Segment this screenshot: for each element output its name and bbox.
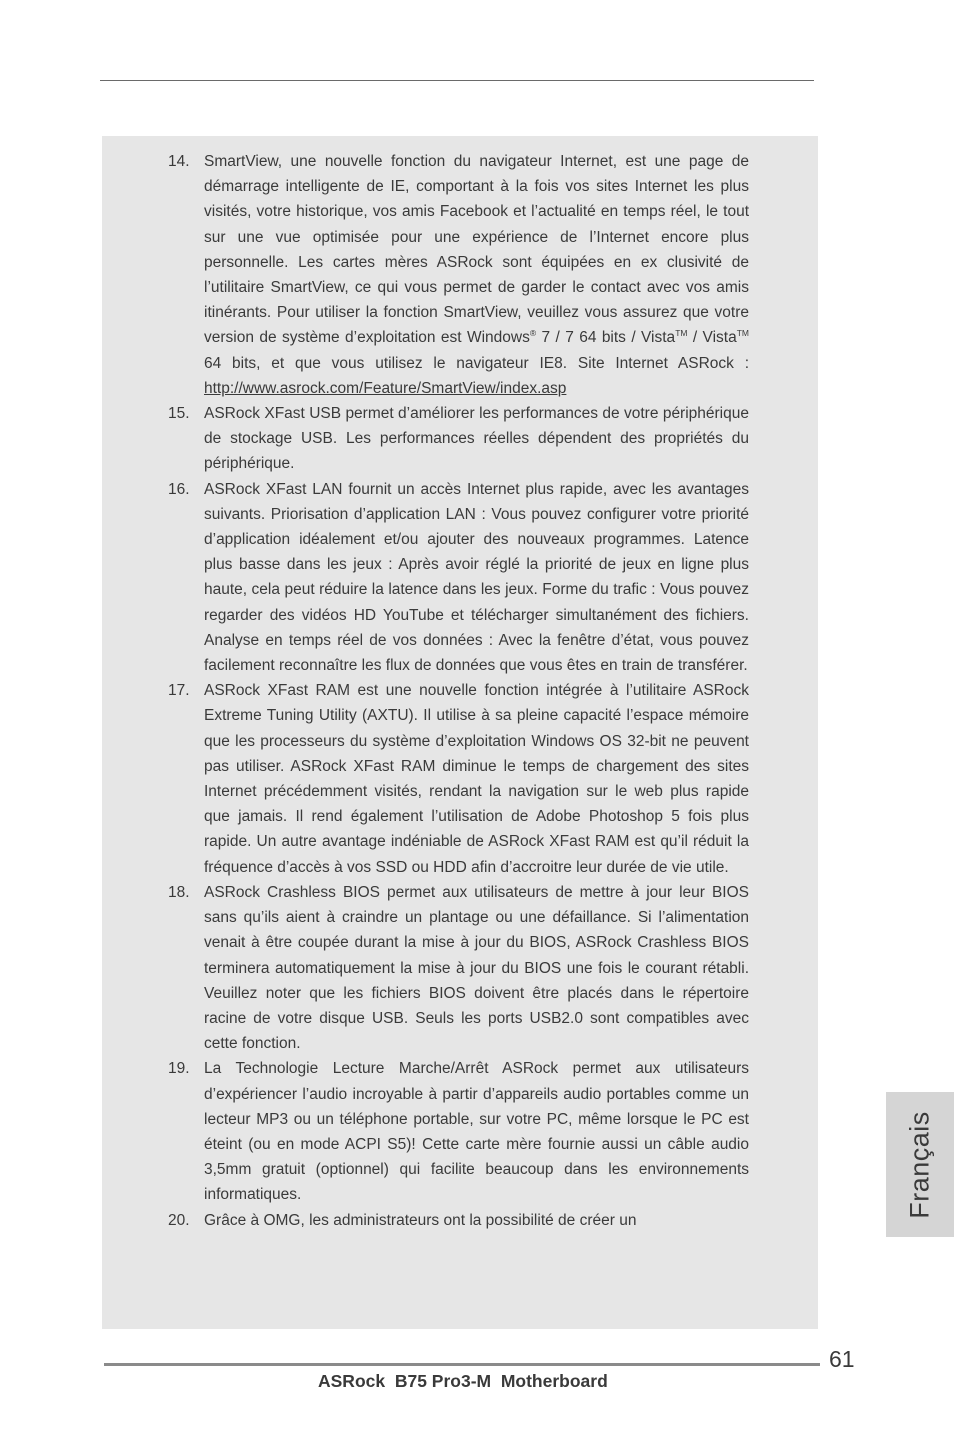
item-number: 14. <box>168 153 190 170</box>
list-item-19 <box>0 1056 749 1207</box>
item-text: ASRock XFast LAN fournit un accès Internet plus rapide, avec les avantages suivants. Priorisation d’application LAN : Vous pouvez configurer votre priorité d’application idéalement et/ou ajouter des nouveaux programmes. Latence plus basse dans les jeux : Après avoir réglé la priorité de jeux en ligne plus haute, cela peut réduire la latence dans les jeux. Forme du trafic : Vous pouvez regarder des vidéos HD YouTube et télécharger simultanément des fichiers. Analyse en temps réel de vos données : Avec la fenêtre d’état, vous pouvez facilement reconnaître les flux de données que vous êtes en train de transférer. <box>204 480 749 675</box>
footer-title: ASRock B75 Pro3-M Motherboard <box>318 1371 608 1391</box>
language-tab <box>886 1092 954 1237</box>
item-text: La Technologie Lecture Marche/Arrêt ASRock permet aux utilisateurs d’expériencer l’audio incroyable à partir d’appareils audio portables comme un lecteur MP3 ou un téléphone portable, sur votre PC, même lorsque le PC est éteint (ou en mode ACPI S5)! Cette carte mère fournie aussi un câble audio 3,5mm gratuit (optionnel) qui facilite beaucoup dans les environnements informatiques. <box>204 1060 749 1204</box>
list-item-15 <box>0 401 749 477</box>
list-item-14 <box>0 149 749 401</box>
language-tab-label: Français <box>904 1110 935 1219</box>
trademark-mark: TM <box>736 328 749 339</box>
list-item-20 <box>0 1208 749 1233</box>
item-number: 17. <box>168 682 190 700</box>
item-number: 18. <box>168 883 190 901</box>
item-number: 19. <box>168 1060 190 1078</box>
trademark-mark: TM <box>675 328 688 339</box>
list-item-16 <box>0 477 749 679</box>
item-text: SmartView, une nouvelle fonction du navigateur Internet, est une page de démarrage intelligente de IE, comportant à la fois vos sites Internet les plus visités, votre historique, vos amis Facebook et l’actualité en temps réel, le tout sur une vue optimisée pour une expérience de l’Internet encore plus personnelle. Les cartes mères ASRock sont équipées en ex clusivité de l’utilitaire SmartView, ce qui vous permet de garder le contact avec vos amis itinérants. Pour utiliser la fonction SmartView, veuillez vous assurez que votre version de système d’exploitation est Windows® 7 / 7 64 bits / Vista™ / Vista™ 64 bits, et que vous utilisez le navigateur IE8. Site Internet ASRock : http://www.asrock.com/Feature/SmartView/index.asp <box>204 153 749 397</box>
bottom-rule <box>104 1363 820 1366</box>
list-item-17 <box>0 678 749 880</box>
item-text: ASRock XFast RAM est une nouvelle fonction intégrée à l’utilitaire ASRock Extreme Tuning Utility (AXTU). Il utilise à sa pleine capacité l’espace mémoire que les processeurs du système d’exploitation Windows OS 32-bit ne peuvent pas utiliser. ASRock XFast RAM diminue le temps de chargement des sites Internet précédemment visités, rendant la navigation sur le web plus rapide que jamais. Il rend également l’utilisation de Adobe Photoshop 5 fois plus rapide. Un autre avantage indéniable de ASRock XFast RAM est qu’il réduit la fréquence d’accès à vos SSD ou HDD afin d’accroitre leur durée de vie utile. <box>204 682 749 876</box>
registered-mark: ® <box>529 328 537 339</box>
smartview-link[interactable]: http://www.asrock.com/Feature/SmartView/index.asp <box>204 379 567 397</box>
item-number: 20. <box>168 1211 190 1229</box>
feature-list <box>0 149 954 1233</box>
item-text: ASRock Crashless BIOS permet aux utilisateurs de mettre à jour leur BIOS sans qu’ils aient à craindre un plantage ou une défaillance. Si l’alimentation venait à être coupée durant la mise à jour du BIOS, ASRock Crashless BIOS terminera automatiquement la mise à jour du BIOS une fois le courant rétabli. Veuillez noter que les fichiers BIOS doivent être placés dans le répertoire racine de votre disque USB. Seuls les ports USB2.0 sont compatibles avec cette fonction. <box>204 883 749 1053</box>
page-number: 61 <box>829 1346 855 1372</box>
item-text: Grâce à OMG, les administrateurs ont la possibilité de créer un <box>204 1211 637 1229</box>
item-number: 15. <box>168 405 190 423</box>
list-item-18 <box>0 880 749 1056</box>
top-rule <box>100 80 814 81</box>
item-text: ASRock XFast USB permet d’améliorer les performances de votre périphérique de stockage USB. Les performances réelles dépendent des propriétés du périphérique. <box>204 405 749 473</box>
item-number: 16. <box>168 480 190 498</box>
